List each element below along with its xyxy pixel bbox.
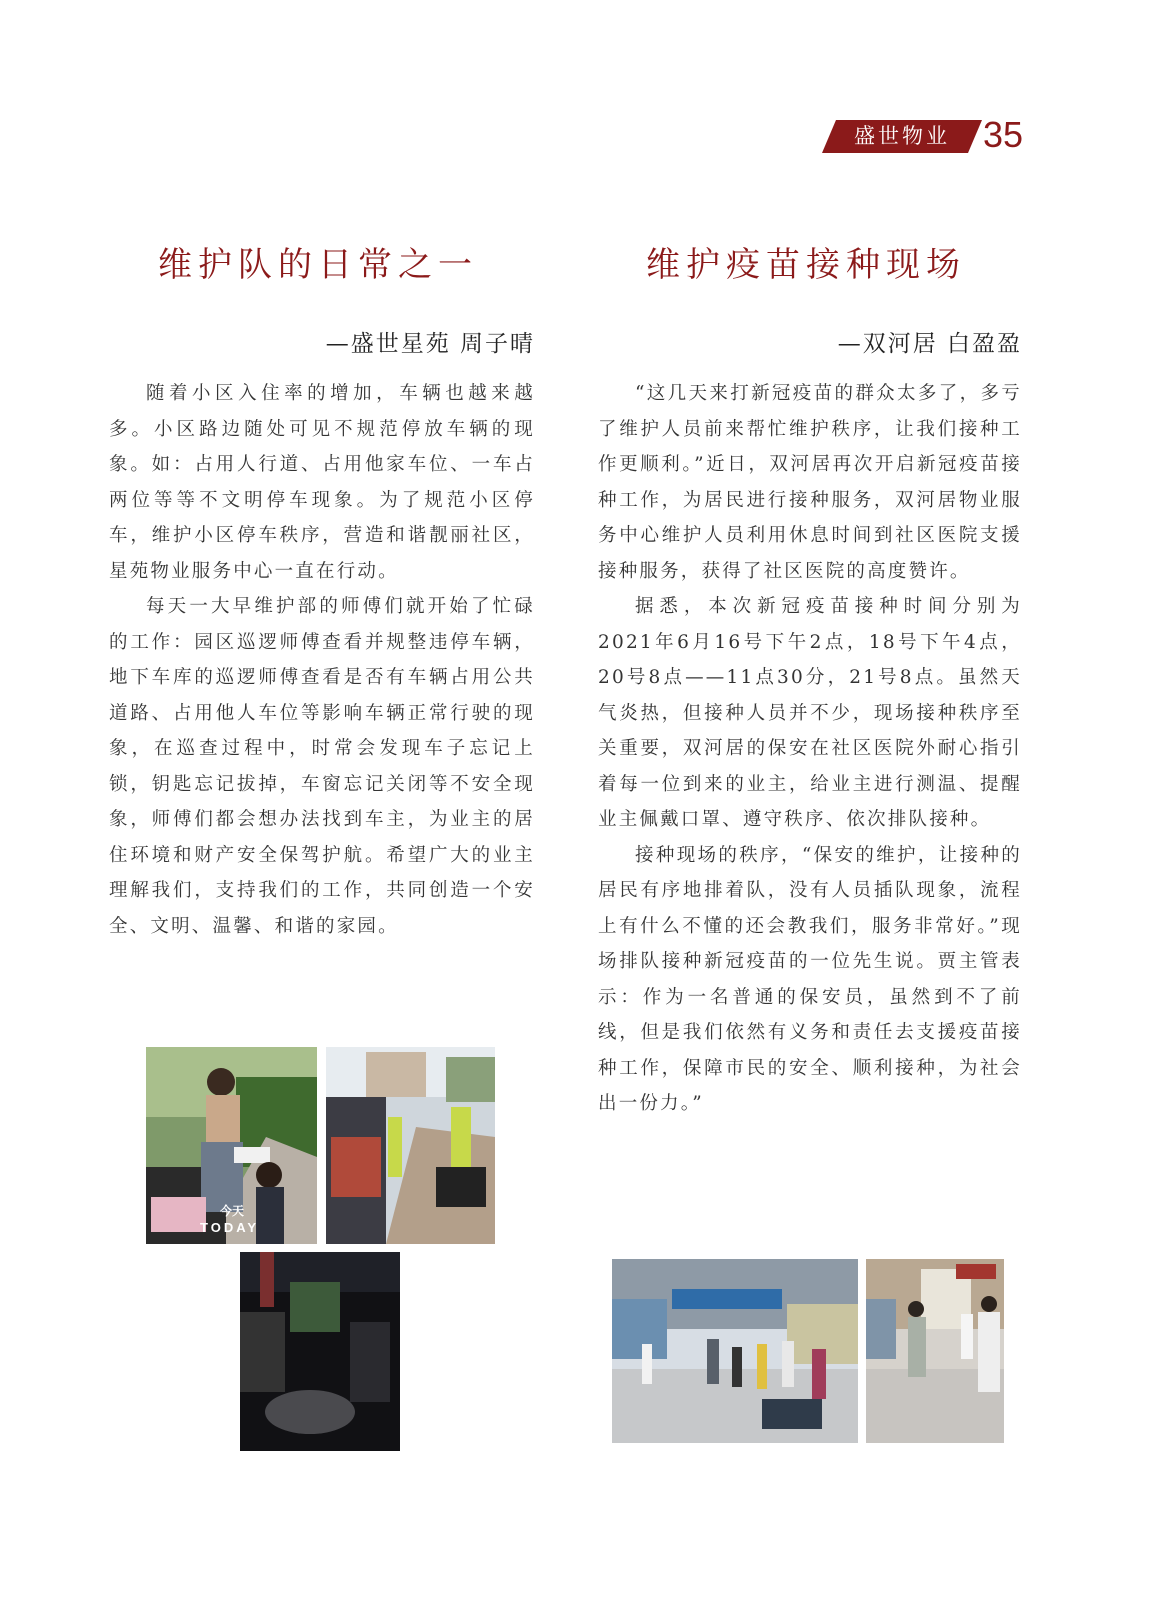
right-paragraph-3: 接种现场的秩序，“保安的维护，让接种的居民有序地排着队，没有人员插队现象，流程上有什么不懂的还会教我们，服务非常好。”现场排队接种新冠疫苗的一位先生说。贾主管表示：作为一名普通的保安员，虽然到不了前线，但是我们依然有义务和责任去支援疫苗接种工作，保障市民的安全、顺利接种，为社会出一份力。” <box>598 844 1022 1114</box>
photo-underground-garage <box>240 1252 400 1451</box>
photo-overlay-en: TODAY <box>200 1220 260 1235</box>
section-tag <box>822 120 982 153</box>
page-number: 35 <box>983 114 1024 155</box>
photo-guard-at-entrance <box>866 1259 1004 1443</box>
right-article-byline: —双河居 白盈盈 <box>837 331 1022 357</box>
photo-staff-arranging-scooters <box>326 1047 495 1244</box>
left-paragraph-2: 每天一大早维护部的师傅们就开始了忙碌的工作：园区巡逻师傅查看并规整违停车辆，地下车库的巡逻师傅查看是否有车辆占用公共道路、占用他人车位等影响车辆正常行驶的现象，在巡查过程中，时常会发现车子忘记上锁，钥匙忘记拔掉，车窗忘记关闭等不安全现象，师傅们都会想办法找到车主，为业主的居住环境和财产安全保驾护航。希望广大的业主理解我们，支持我们的工作，共同创造一个安全、文明、温馨、和谐的家园。 <box>109 596 535 937</box>
left-article-byline: —盛世星苑 周子晴 <box>325 331 535 357</box>
left-paragraph-1: 随着小区入住率的增加，车辆也越来越多。小区路边随处可见不规范停放车辆的现象。如：占用人行道、占用他家车位、一车占两位等等不文明停车现象。为了规范小区停车，维护小区停车秩序，营造和谐靓丽社区，星苑物业服务中心一直在行动。 <box>109 383 535 582</box>
photo-vaccination-queue <box>612 1259 858 1443</box>
right-paragraph-2: 据悉，本次新冠疫苗接种时间分别为2021年6月16号下午2点，18号下午4点，20号8点——11点30分，21号8点。虽然天气炎热，但接种人员并不少，现场接种秩序至关重要，双河居的保安在社区医院外耐心指引着每一位到来的业主，给业主进行测温、提醒业主佩戴口罩、遵守秩序、依次排队接种。 <box>598 596 1022 830</box>
right-article-body <box>598 376 1022 1122</box>
left-article-title: 维护队的日常之一 <box>158 245 478 285</box>
photo-overlay-cn: 今天 <box>220 1204 245 1218</box>
photo-resident-with-child <box>146 1047 317 1244</box>
section-label: 盛世物业 <box>854 124 950 148</box>
left-article-body <box>109 376 535 944</box>
right-paragraph-1: “这几天来打新冠疫苗的群众太多了，多亏了维护人员前来帮忙维护秩序，让我们接种工作更顺利。”近日，双河居再次开启新冠疫苗接种工作，为居民进行接种服务，双河居物业服务中心维护人员利用休息时间到社区医院支援接种服务，获得了社区医院的高度赞许。 <box>598 383 1022 582</box>
right-article-title: 维护疫苗接种现场 <box>646 245 966 285</box>
